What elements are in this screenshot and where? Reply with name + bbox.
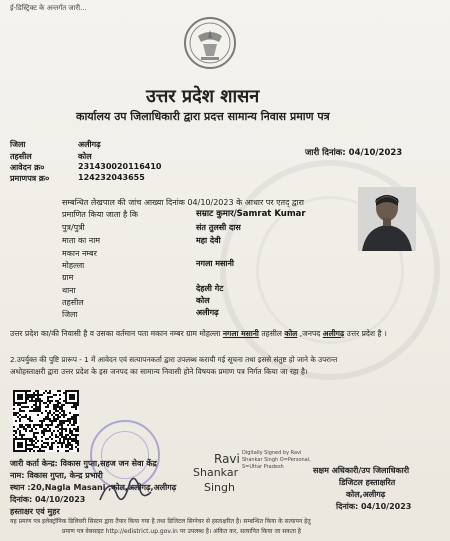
officer-date: दिनांक: 04/10/2023 [336, 502, 412, 511]
certificate-label: प्रमाणपत्र क्र० [10, 174, 50, 183]
digitally-signed: डिजिटल हस्ताक्षरित [339, 478, 396, 487]
row-label-police-station: थाना [62, 286, 76, 295]
tehsil-label: तहसील [10, 152, 32, 161]
signer-name-3: Singh [204, 481, 235, 494]
top-note: ई-डिस्ट्रिक्ट के अन्तर्गत जारी... [10, 4, 87, 12]
footer-line-1: यह प्रमाण पत्र इलेक्ट्रॉनिक डिलिवरी सिस्टम द्वारा तैयार किया गया है तथा डिजिटल सिग्नेचर से हस्ताक्षरित है। सम्बन्धित किया के सत्यापन हेतु [10, 518, 311, 525]
intro-line: सम्बन्धित लेखपाल की जांच आख्या दिनांक 04/10/2023 के आधार पर एतद् द्वारा [62, 198, 304, 207]
signer-name-1: Ravi [214, 452, 240, 466]
tehsil-value: कोल [78, 152, 92, 161]
row-value-father: संत तुलसी दास [196, 223, 241, 232]
district-label: जिला [10, 140, 26, 149]
digital-sign-line-3: S=Uttar Pradesh [242, 464, 284, 470]
para1-mohalla: नगला मसानी [222, 329, 259, 338]
up-emblem-icon [183, 16, 237, 70]
row-value-tehsil: कोल [196, 296, 210, 305]
application-label: आवेदन क्र० [10, 163, 45, 172]
row-value-district: अलीगढ़ [196, 308, 219, 317]
applicant-photo [358, 187, 416, 251]
issue-date: जारी दिनांक: 04/10/2023 [305, 148, 403, 158]
row-label-certified: प्रमाणित किया जाता है कि [62, 210, 139, 219]
row-value-police-station: देहली गेट [196, 284, 224, 293]
signer-name-2: Shankar [193, 466, 239, 479]
row-value-mohalla: नगला मसानी [196, 259, 235, 268]
row-value-mother: महा देवी [196, 236, 221, 245]
row-label-tehsil: तहसील [62, 298, 84, 307]
footer-line-2: प्रमाण पत्र वेबसाइट http://edistrict.up.gov.in पर उपलब्ध है। अंकित कर, सत्यापित किया जा सकता है [62, 528, 301, 535]
para1-text-d: उत्तर प्रदेश है । [346, 329, 387, 338]
qr-code [13, 390, 79, 452]
issuing-center: जारी कर्ता केन्द्र: विकास गुप्ता,सहज जन सेवा केंद्र [10, 459, 157, 468]
certificate-subtitle: कार्यालय उप जिलाधिकारी द्वारा प्रदत्त सामान्य निवास प्रमाण पत्र [76, 110, 330, 123]
officer-designation: सक्षम अधिकारी/उप जिलाधिकारी [313, 466, 410, 475]
page-title: उत्तर प्रदेश शासन [146, 86, 260, 107]
application-number: 231430020116410 [78, 162, 162, 171]
para1-district: अलीगढ़ [322, 329, 345, 338]
digital-sign-line-2: Shankar Singh O=Personal, [242, 457, 311, 463]
center-date: दिनांक: 04/10/2023 [10, 495, 86, 504]
officer-location: कोल,अलीगढ़ [346, 490, 386, 499]
para1-text-c: ,जनपद [299, 329, 321, 338]
certificate-number: 124232043655 [78, 173, 145, 182]
residence-paragraph [10, 328, 440, 340]
row-label-village: ग्राम [62, 273, 74, 282]
para1-text-b: तहसील [261, 329, 282, 338]
row-label-child-of: पुत्र/पुत्री [62, 223, 85, 232]
row-label-house: मकान नम्बर [62, 249, 97, 258]
handwritten-signature-icon [95, 470, 155, 510]
district-value: अलीगढ़ [78, 140, 101, 149]
center-location: स्थान :20,Nagla Masani ,कोल,अलीगढ़,अलीगढ़ [10, 483, 177, 492]
verification-line-1: 2.उपर्युक्त की पुष्टि प्रारूप - 1 में आवेदन एवं सत्यापनकर्ता द्वारा उपलब्ध करायी गई सूचना तथा इससे संतुष्ट हो जाने के उपरान्त [10, 355, 338, 364]
row-value-name: सम्राट कुमार/Samrat Kumar [196, 209, 306, 219]
para1-text-a: उत्तर प्रदेश का/की निवासी है व उसका वर्तमान पता मकान नम्बर ग्राम मोहल्ला [10, 329, 221, 338]
digital-sign-line-1: Digitally Signed by Ravi [242, 450, 302, 456]
row-label-district: जिला [62, 310, 78, 319]
verification-line-2: अधोहस्ताक्षरी द्वारा उत्तर प्रदेश के इस जनपद का सामान्य निवासी होने विषयक प्रमाण पत्र निर्गत किया जा रहा है। [10, 367, 308, 376]
para1-tehsil: कोल [284, 329, 298, 338]
row-label-mohalla: मोहल्ला [62, 261, 85, 270]
sign-and-seal: हस्ताक्षर एवं मुहर [10, 507, 60, 516]
row-label-mother: माता का नाम [62, 236, 101, 245]
center-operator: नाम: विकास गुप्ता, केन्द्र प्रभारी [10, 471, 103, 480]
